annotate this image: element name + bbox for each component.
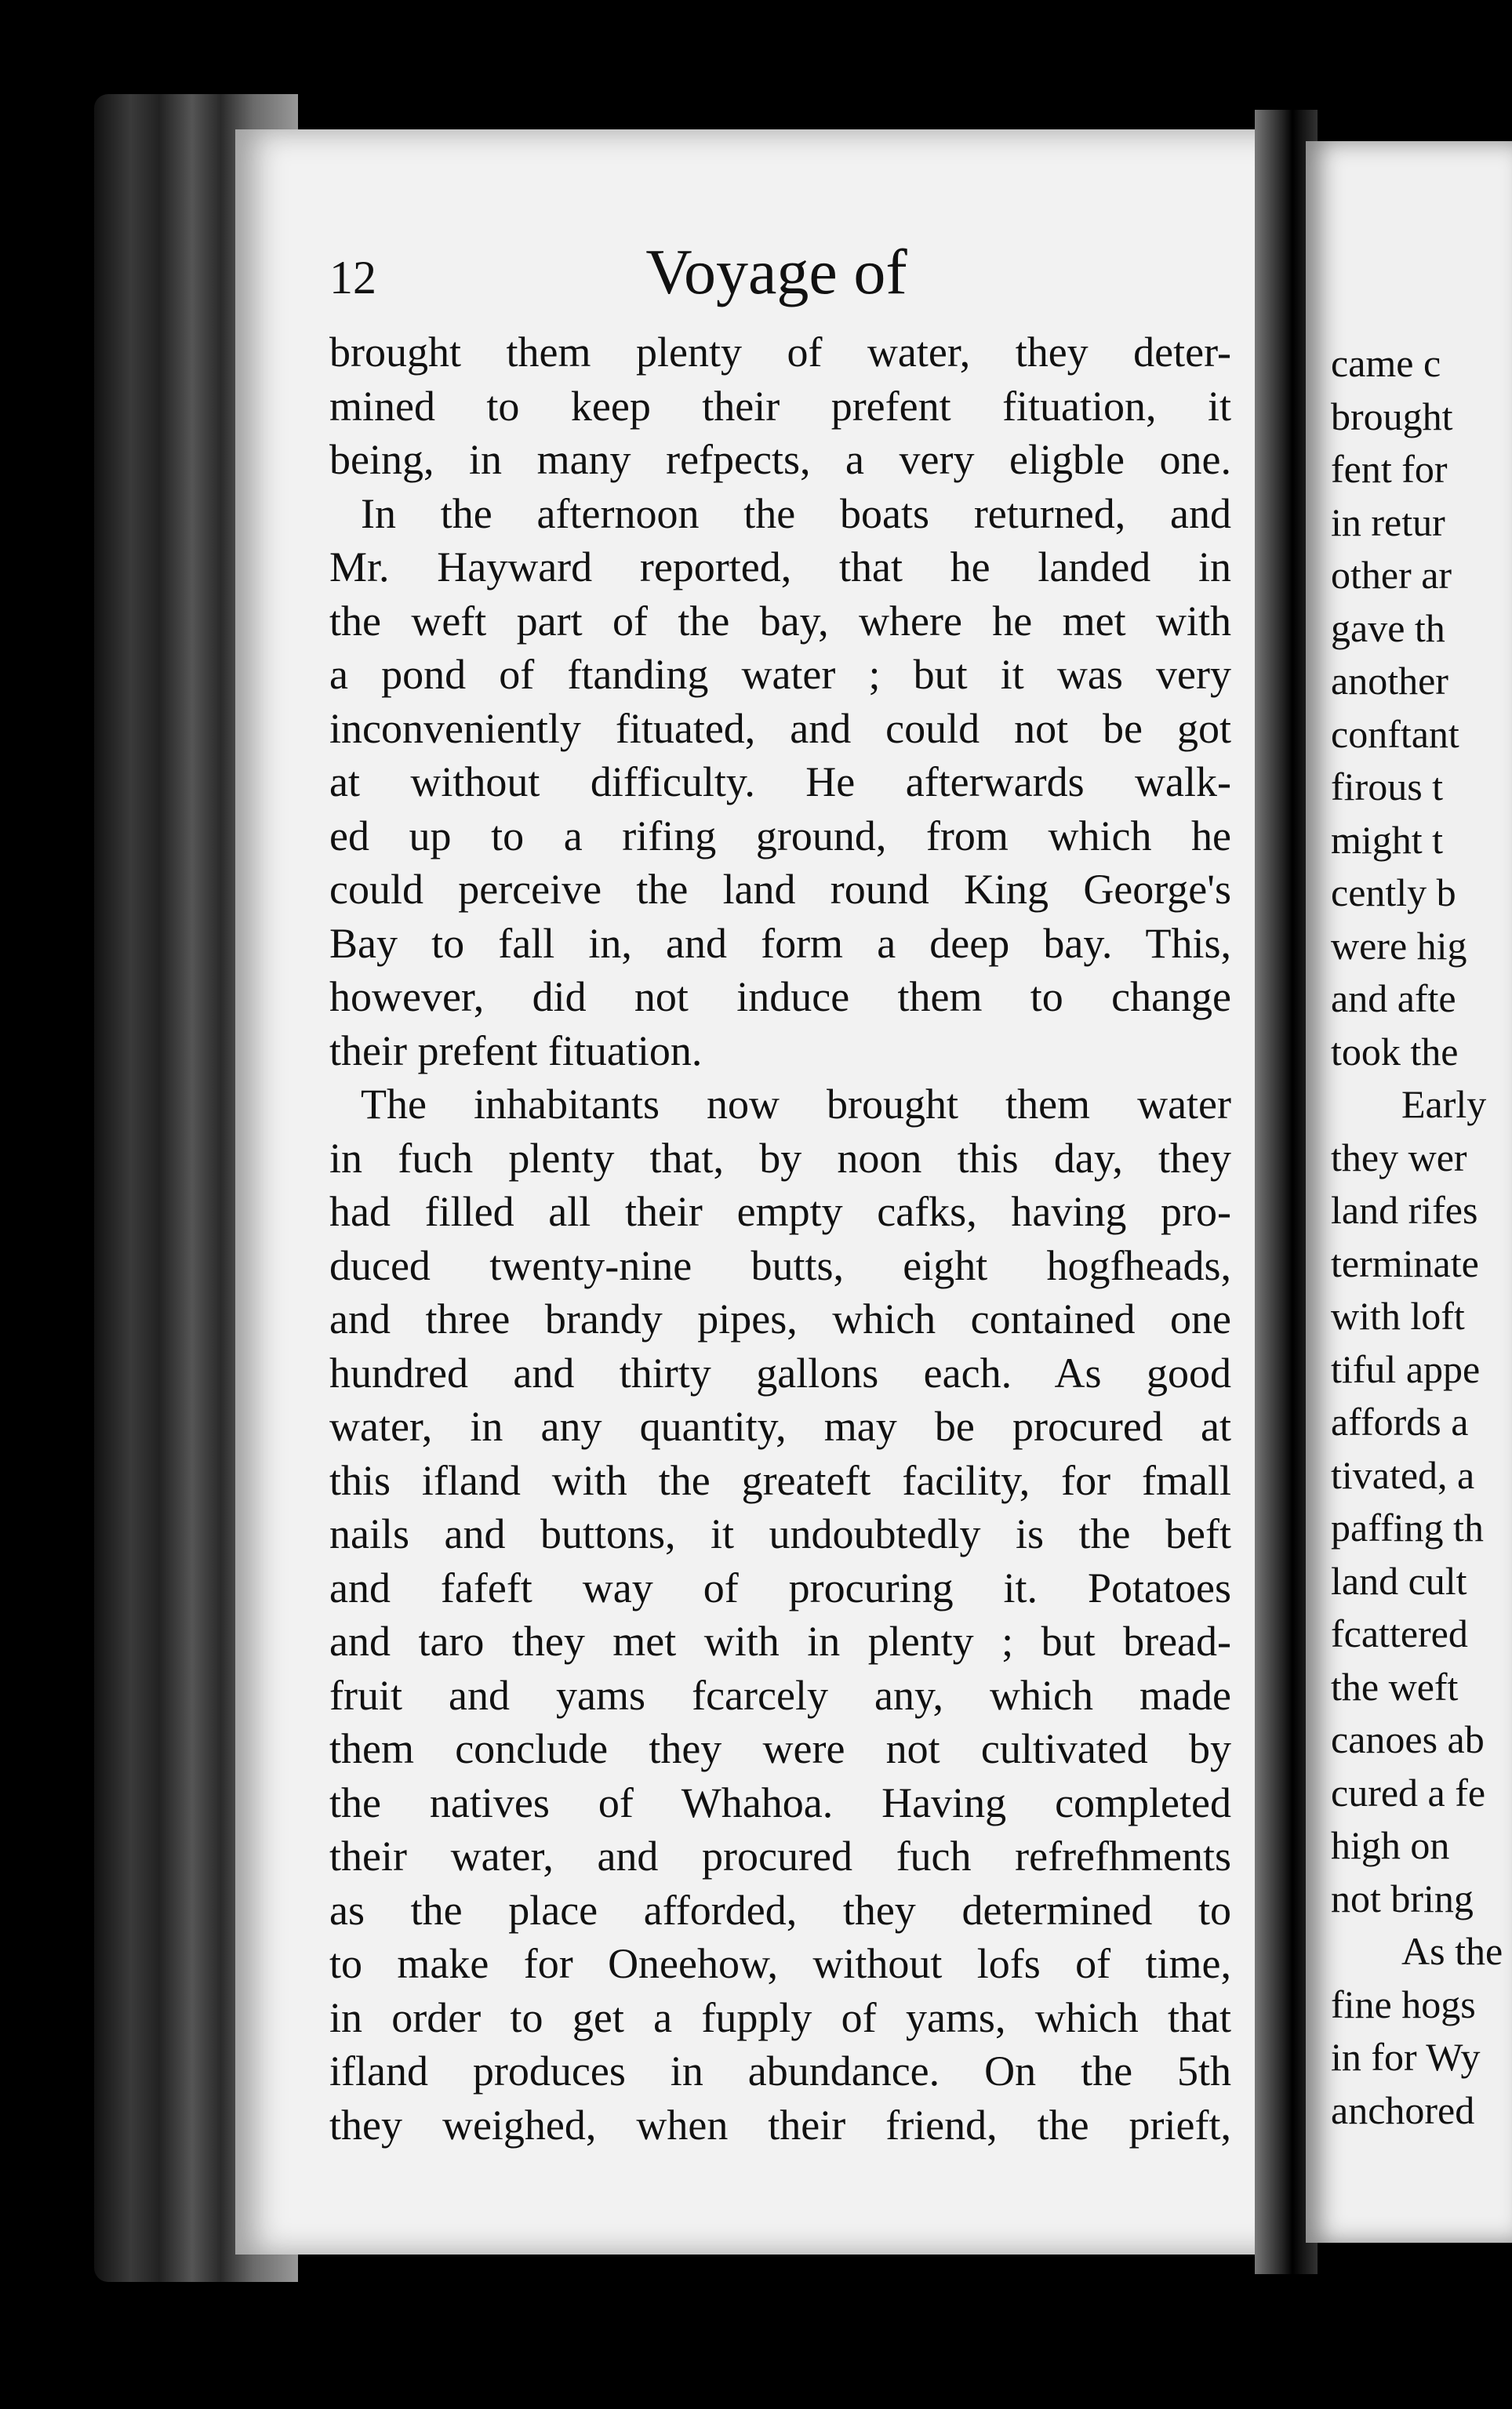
text-line: land rifes [1331, 1188, 1478, 1232]
text-line: inconveniently fituated, and could not be got [329, 704, 1231, 752]
text-line: this ifland with the greateft facility, for fmall [329, 1456, 1231, 1504]
right-page-text [1331, 337, 1512, 2137]
text-line: in order to get a fupply of yams, which that [329, 1993, 1231, 2041]
text-line: high on [1331, 1823, 1450, 1867]
text-line: however, did not induce them to change [329, 973, 1231, 1020]
text-line: mined to keep their prefent fituation, it [329, 382, 1231, 430]
text-line: cured a fe [1331, 1770, 1486, 1815]
text-line: another [1331, 659, 1448, 703]
text-line: might t [1331, 817, 1444, 862]
text-line: The inhabitants now brought them water [361, 1081, 1231, 1128]
text-line: and fafeft way of procuring it. Potatoes [329, 1564, 1231, 1611]
text-line: fcattered [1331, 1611, 1468, 1655]
text-line: cently b [1331, 870, 1456, 914]
text-line: their water, and procured fuch refrefhments [329, 1833, 1231, 1880]
running-title: Voyage of [645, 236, 907, 307]
text-line: as the place afforded, they determined to [329, 1886, 1231, 1934]
text-line: were hig [1331, 923, 1467, 968]
text-line: being, in many refpects, a very eligble one. [329, 436, 1231, 483]
page-number: 12 [329, 252, 376, 303]
text-line: gave th [1331, 605, 1445, 650]
text-line: canoes ab [1331, 1717, 1485, 1761]
text-line: firous t [1331, 765, 1444, 808]
text-line: brought [1331, 394, 1453, 438]
text-line: Mr. Hayward reported, that he landed in [329, 543, 1231, 590]
text-line: the weft part of the bay, where he met with [329, 597, 1231, 645]
text-line: they wer [1331, 1135, 1467, 1179]
text-line: at without difficulty. He afterwards walk- [329, 758, 1231, 805]
text-line: in fuch plenty that, by noon this day, they [329, 1134, 1231, 1182]
text-line: to make for Oneehow, without lofs of time, [329, 1940, 1231, 1987]
text-line: fent for [1331, 447, 1448, 491]
text-line: Bay to fall in, and form a deep bay. This, [329, 919, 1231, 967]
text-line: could perceive the land round King George's [329, 866, 1231, 913]
left-page-text [329, 325, 1231, 2152]
text-line: and three brandy pipes, which contained one [329, 1295, 1231, 1343]
text-line: with loft [1331, 1294, 1465, 1338]
text-line: duced twenty-nine butts, eight hogfheads, [329, 1241, 1231, 1289]
text-line: fine hogs [1331, 1982, 1476, 2026]
text-line: them conclude they were not cultivated by [329, 1725, 1231, 1772]
right-page [1306, 141, 1512, 2243]
text-line: Early [1401, 1082, 1487, 1126]
text-line: a pond of ftanding water ; but it was very [329, 651, 1231, 698]
text-line: and afte [1331, 976, 1456, 1020]
text-line: in for Wy [1331, 2035, 1481, 2079]
text-line: they weighed, when their friend, the prieft, [329, 2101, 1231, 2149]
text-line: and taro they met with in plenty ; but bread- [329, 1618, 1231, 1665]
text-line: took the [1331, 1029, 1459, 1074]
page-header [329, 220, 1223, 314]
text-line: paffing th [1331, 1506, 1484, 1550]
text-line: hundred and thirty gallons each. As good [329, 1349, 1231, 1397]
text-line: As the [1401, 1929, 1503, 1973]
text-line: the natives of Whahoa. Having completed [329, 1779, 1231, 1826]
text-line: In the afternoon the boats returned, and [361, 489, 1231, 537]
text-line: ed up to a rifing ground, from which he [329, 812, 1231, 859]
text-line: not bring [1331, 1876, 1474, 1920]
text-line: anchored [1331, 2087, 1475, 2132]
text-line: tivated, a [1331, 1452, 1475, 1497]
text-line: ifland produces in abundance. On the 5th [329, 2047, 1231, 2095]
text-line: the weft [1331, 1664, 1459, 1709]
left-page [235, 129, 1270, 2255]
text-line: fruit and yams fcarcely any, which made [329, 1671, 1231, 1719]
text-line: affords a [1331, 1400, 1469, 1444]
text-line: terminate [1331, 1241, 1479, 1285]
text-line: in retur [1331, 500, 1445, 544]
text-line: had filled all their empty cafks, having pro- [329, 1188, 1231, 1235]
text-line: nails and buttons, it undoubtedly is the beft [329, 1510, 1231, 1557]
text-line: came c [1331, 341, 1441, 385]
text-line: other ar [1331, 553, 1452, 597]
text-line: water, in any quantity, may be procured at [329, 1403, 1231, 1450]
text-line: their prefent fituation. [329, 1026, 703, 1074]
text-line: land cult [1331, 1558, 1467, 1603]
text-line: conftant [1331, 711, 1459, 756]
text-line: brought them plenty of water, they deter- [329, 329, 1231, 376]
text-line: tiful appe [1331, 1346, 1481, 1391]
